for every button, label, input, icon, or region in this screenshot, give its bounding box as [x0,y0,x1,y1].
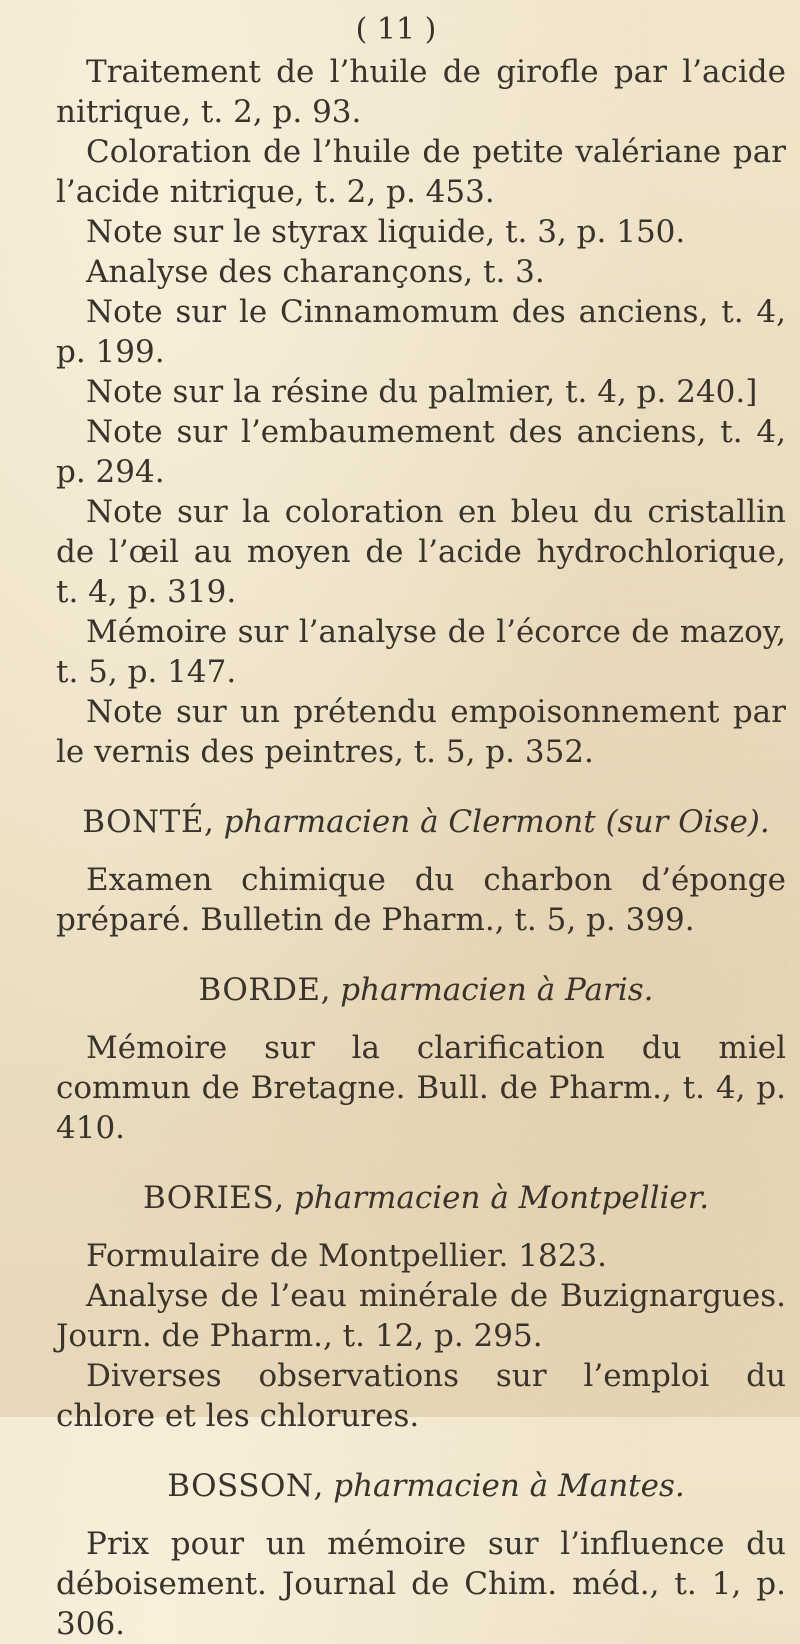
entry-formulaire: Formulaire de Montpellier. 1823. [86,1238,608,1274]
entry-resine-palmier: Note sur la résine du palmier, t. 4, p. 240.] [86,374,758,410]
entry-embaumement: Note sur l’embaumement des anciens, t. 4, p. 294. [56,414,786,490]
entry-vernis: Note sur un prétendu empoisonnement par le vernis des peintres, t. 5, p. 352. [56,694,786,770]
author-role: pharmacien à Mantes. [333,1468,685,1504]
page-number: ( 11 ) [355,12,437,47]
author-heading-bonte: BONTÉ, pharmacien à Clermont (sur Oise). [82,804,770,840]
entry-cinnamomum: Note sur le Cinnamomum des anciens, t. 4, p. 199. [56,294,786,370]
entry-cristallin: Note sur la coloration en bleu du cristallin de l’œil au moyen de l’acide hydrochlorique, t. 4, p. 319. [56,494,786,610]
author-role: pharmacien à Clermont (sur Oise). [223,804,770,840]
entry-miel: Mémoire sur la clarification du miel commun de Bretagne. Bull. de Pharm., t. 4, p. 410. [56,1030,786,1146]
author-name: BORDE [198,972,321,1008]
author-heading-borde: BORDE, pharmacien à Paris. [198,972,654,1008]
entry-chlore: Diverses observations sur l’emploi du chlore et les chlorures. [56,1358,786,1434]
entry-charancons: Analyse des charançons, t. 3. [86,254,545,290]
author-heading-bosson: BOSSON, pharmacien à Mantes. [167,1468,685,1504]
author-name: BORIES [142,1180,275,1216]
entry-mazoy: Mémoire sur l’analyse de l’écorce de mazoy, t. 5, p. 147. [56,614,786,690]
author-role: pharmacien à Paris. [340,972,654,1008]
entry-buzignargues: Analyse de l’eau minérale de Buzignargues. Journ. de Pharm., t. 12, p. 295. [56,1278,786,1354]
author-name: BOSSON [167,1468,314,1504]
author-role: pharmacien à Montpellier. [293,1180,710,1216]
entry-deboisement: Prix pour un mémoire sur l’influence du déboisement. Journal de Chim. méd., t. 1, p. 306. [56,1526,786,1642]
entry-valeriane: Coloration de l’huile de petite valériane par l’acide nitrique, t. 2, p. 453. [56,134,786,210]
entry-charbon-eponge: Examen chimique du charbon d’éponge préparé. Bulletin de Pharm., t. 5, p. 399. [56,862,786,938]
entry-girofle: Traitement de l’huile de girofle par l’acide nitrique, t. 2, p. 93. [56,54,786,130]
author-name: BONTÉ [82,804,204,840]
author-heading-bories: BORIES, pharmacien à Montpellier. [142,1180,710,1216]
document-page [56,8,786,1642]
entry-styrax: Note sur le styrax liquide, t. 3, p. 150. [86,214,686,250]
